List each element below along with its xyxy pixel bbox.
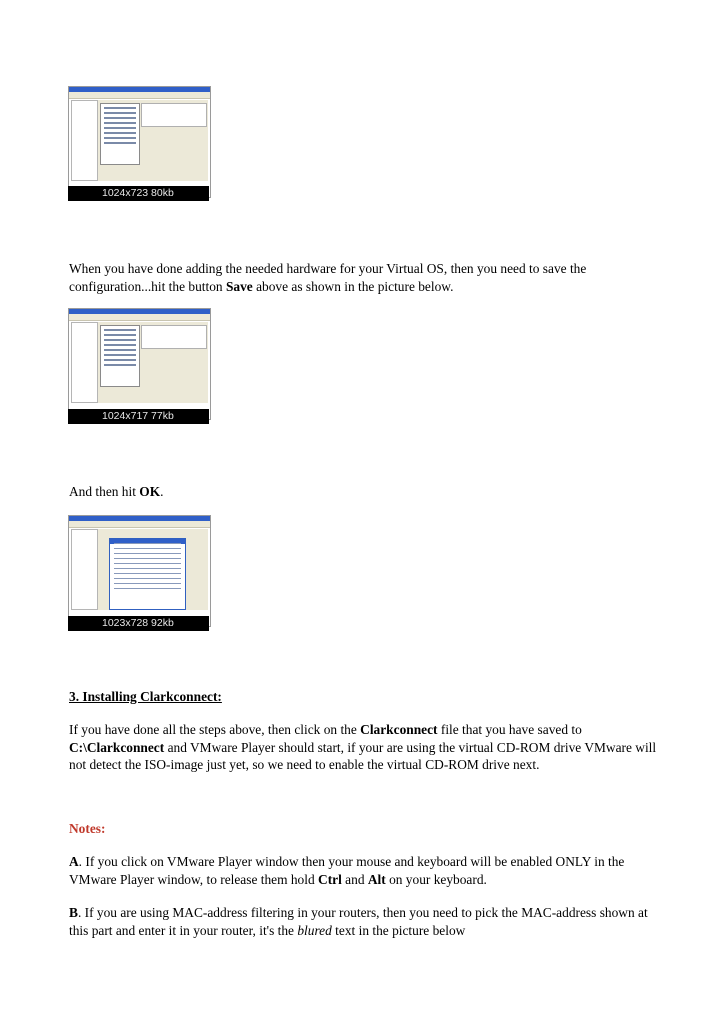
section-heading: 3. Installing Clarkconnect: <box>69 689 222 704</box>
notes-label: Notes: <box>69 821 106 836</box>
window-toolbar <box>69 92 210 99</box>
alt-key: Alt <box>367 871 386 887</box>
screenshot-thumbnail-1[interactable] <box>68 86 211 198</box>
left-pane <box>71 322 98 403</box>
hardware-list <box>100 103 140 165</box>
window-toolbar <box>69 521 210 528</box>
blured-word: blured <box>297 922 332 938</box>
ok-keyword: OK <box>139 484 161 499</box>
hardware-list <box>100 325 140 387</box>
dialog-window <box>109 538 186 610</box>
left-pane <box>71 529 98 610</box>
save-keyword: Save <box>225 278 253 294</box>
left-pane <box>71 100 98 181</box>
image-caption-3: 1023x728 92kb <box>68 616 209 631</box>
settings-panel <box>141 103 207 127</box>
screenshot-thumbnail-3[interactable] <box>68 515 211 627</box>
window-toolbar <box>69 314 210 321</box>
note-a: A. If you click on VMware Player window then your mouse and keyboard will be enabled ONLY in the VMware Player window, to release them hold Ctrl and Alt on your keyboard. <box>69 854 625 887</box>
note-b: B. If you are using MAC-address filtering in your routers, then you need to pick the MAC-address shown at this part and enter it in your router, it's the blured text in the picture below <box>69 905 648 938</box>
paragraph-hit-ok: And then hit OK. <box>69 484 164 499</box>
path-keyword: C:\Clarkconnect <box>69 739 165 755</box>
ctrl-key: Ctrl <box>318 871 342 887</box>
image-caption-2: 1024x717 77kb <box>68 409 209 424</box>
screenshot-thumbnail-2[interactable] <box>68 308 211 420</box>
settings-panel <box>141 325 207 349</box>
paragraph-save-config: When you have done adding the needed hardware for your Virtual OS, then you need to save the configuration...hit the button Save above as shown in the picture below. <box>69 261 587 294</box>
paragraph-installing: If you have done all the steps above, then click on the Clarkconnect file that you have saved to C:\Clarkconnect and VMware Player should start, if your are using the virtual CD-ROM drive VMware will not detect the ISO-image just yet, so we need to enable the virtual CD-ROM drive next. <box>69 722 657 772</box>
clarkconnect-keyword: Clarkconnect <box>360 722 438 737</box>
image-caption-1: 1024x723 80kb <box>68 186 209 201</box>
